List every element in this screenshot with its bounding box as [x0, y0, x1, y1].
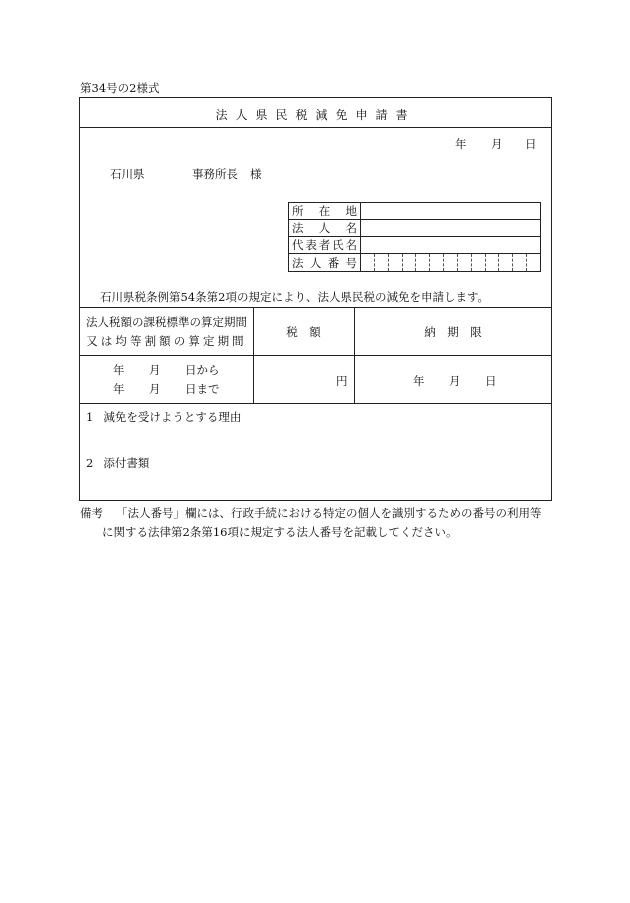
- section-label: 添付書類: [103, 456, 150, 470]
- corp-number-field[interactable]: [361, 254, 541, 272]
- corp-number-digit-boxes: [361, 254, 540, 271]
- yen-unit-label: 円: [336, 374, 348, 388]
- due-date-header: 納 期 限: [424, 325, 482, 339]
- from-month-label: 月: [149, 363, 161, 377]
- due-day-label: 日: [485, 374, 497, 388]
- from-year-label: 年: [113, 363, 125, 377]
- addressee-prefecture: 石川県: [110, 167, 145, 181]
- tax-amount-header: 税 額: [286, 325, 321, 339]
- applicant-info-table: [288, 202, 541, 272]
- date-day-label: 日: [525, 137, 537, 151]
- applicant-row-address: [289, 203, 541, 220]
- note-line1: 「法人番号」欄には、行政手続における特定の個人を識別するための番号の利用等: [116, 506, 542, 520]
- section-number: 1: [86, 410, 94, 424]
- divider: [80, 403, 551, 404]
- section-number: 2: [86, 456, 94, 470]
- address-field[interactable]: [361, 203, 541, 220]
- representative-field[interactable]: [361, 237, 541, 254]
- addressee-honorific: 様: [250, 167, 262, 181]
- due-month-label: 月: [449, 374, 461, 388]
- applicant-row-corp-number: [289, 254, 541, 272]
- applicant-row-representative: [289, 237, 541, 254]
- note-line2: に関する法律第2条第16項に規定する法人番号を記載してください。: [102, 525, 458, 539]
- declaration-text: 石川県税条例第54条第2項の規定により、法人県民税の減免を申請します。: [100, 290, 490, 304]
- period-header: [80, 313, 253, 351]
- corp-name-field[interactable]: [361, 220, 541, 237]
- address-label: 所在地: [289, 203, 361, 220]
- addressee-office: 事務所長: [192, 167, 238, 181]
- divider: [80, 307, 551, 308]
- section-label: 減免を受けようとする理由: [103, 410, 242, 424]
- column-divider: [354, 307, 355, 403]
- to-day-label: 日まで: [185, 382, 220, 396]
- due-year-label: 年: [413, 374, 425, 388]
- remarks-note: [80, 504, 558, 542]
- to-year-label: 年: [113, 382, 125, 396]
- section-reason: [86, 409, 241, 425]
- divider: [80, 355, 551, 356]
- section-attachments: [86, 455, 149, 471]
- to-month-label: 月: [149, 382, 161, 396]
- corp-name-label: 法人名: [289, 220, 361, 237]
- date-year-label: 年: [455, 137, 467, 151]
- column-divider: [253, 307, 254, 403]
- period-header-line2: 又は均等割額の算定期間: [86, 334, 247, 348]
- application-form: [79, 97, 552, 501]
- corp-number-label: 法人番号: [289, 254, 361, 272]
- form-title: 法人県民税減免申請書: [215, 108, 416, 122]
- date-month-label: 月: [491, 137, 503, 151]
- form-number: 第34号の2様式: [80, 81, 160, 95]
- from-day-label: 日から: [185, 363, 220, 377]
- note-heading: 備考: [80, 506, 103, 520]
- divider: [80, 127, 551, 128]
- period-header-line1: 法人税額の課税標準の算定期間: [86, 315, 247, 329]
- applicant-row-corp-name: [289, 220, 541, 237]
- representative-label: 代表者氏名: [289, 237, 361, 254]
